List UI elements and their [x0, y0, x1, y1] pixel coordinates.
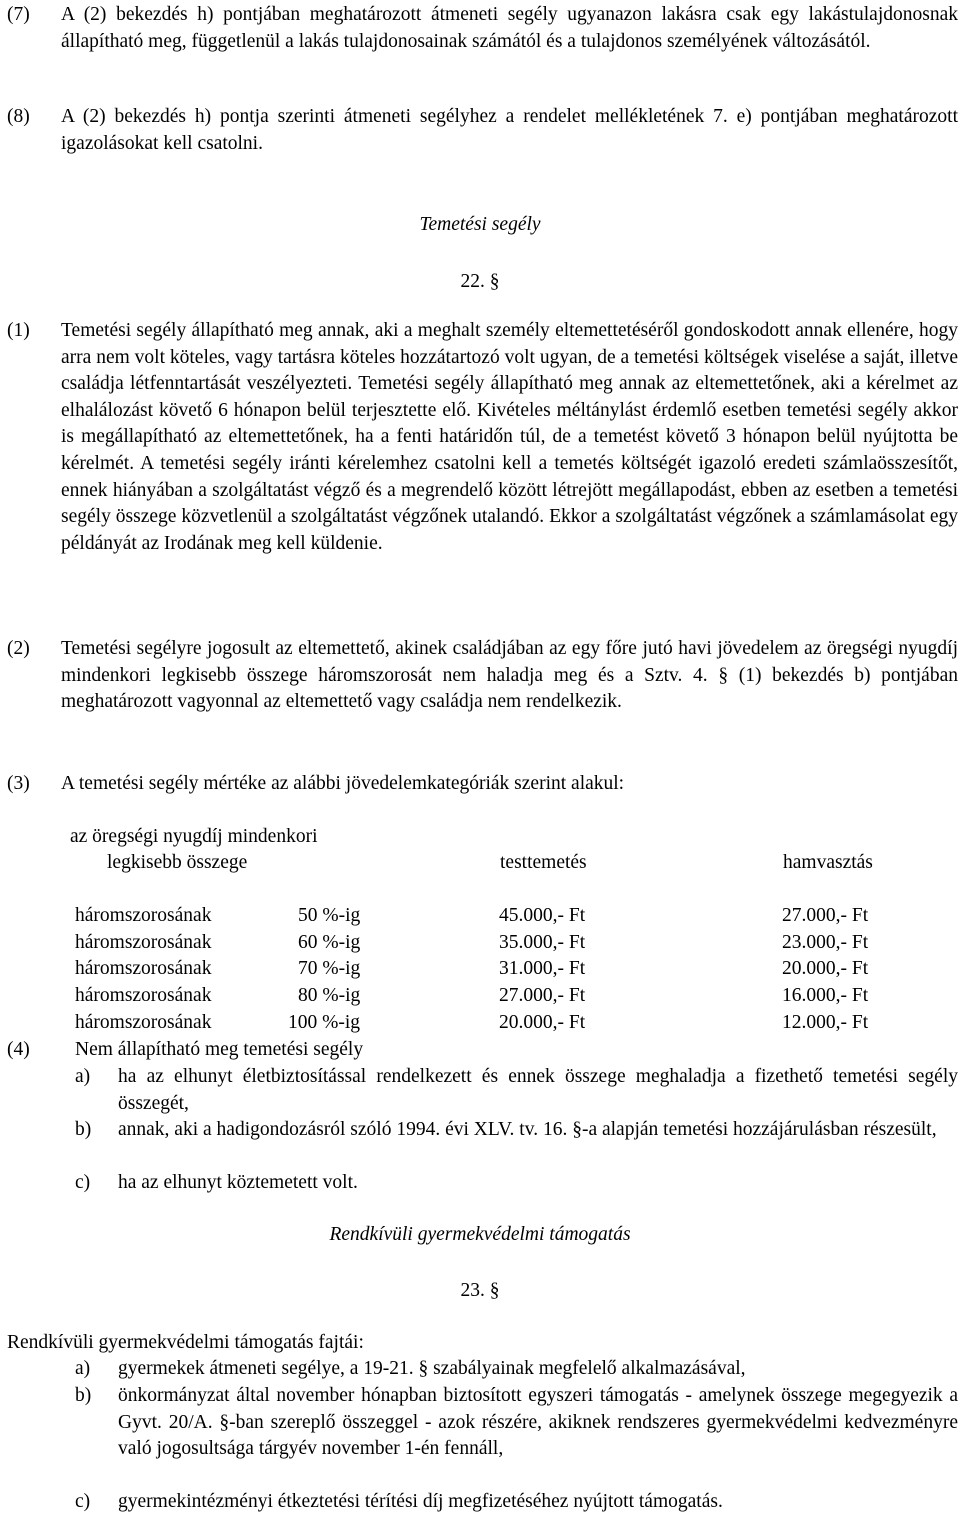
- table-cell-cremation: 16.000,- Ft: [782, 985, 869, 1006]
- table-cell-multiplier: háromszorosának: [75, 985, 212, 1006]
- table-cell-multiplier: háromszorosának: [75, 958, 212, 979]
- table-row: [0, 1010, 960, 1037]
- paragraph-number: (7): [7, 4, 30, 25]
- paragraph-number: (2): [7, 638, 30, 659]
- list-item-letter: a): [75, 1066, 91, 1087]
- list-item-text: önkormányzat által november hónapban biztosított egyszeri támogatás - amelynek összege megegyezik a Gyvt. 20/A. §-ban szereplő összeggel - azok részére, akiknek rendszeres gyermekvédelmi kedvezményre való jogosultsága tárgyév november 1-én fennáll,: [118, 1385, 958, 1460]
- paragraph-number: (1): [7, 320, 30, 341]
- section-title: Temetési segély: [419, 214, 541, 235]
- list-item-letter: b): [75, 1385, 92, 1406]
- list-item-text: ha az elhunyt életbiztosítással rendelkezett és ennek összege meghaladja a fizethető temetési segély összegét,: [118, 1066, 958, 1114]
- table-cell-multiplier: háromszorosának: [75, 1012, 212, 1033]
- table-cell-percent: 100 %-ig: [288, 1012, 361, 1033]
- table-cell-cremation: 12.000,- Ft: [782, 1012, 869, 1033]
- table-cell-burial: 27.000,- Ft: [499, 985, 586, 1006]
- table-cell-burial: 35.000,- Ft: [499, 932, 586, 953]
- table-cell-cremation: 20.000,- Ft: [782, 958, 869, 979]
- table-cell-cremation: 23.000,- Ft: [782, 932, 869, 953]
- paragraph-text: A (2) bekezdés h) pontja szerinti átmeneti segélyhez a rendelet mellékletének 7. e) pontjában meghatározott igazolásokat kell csatolni.: [61, 106, 958, 154]
- list-item-text: ha az elhunyt köztemetett volt.: [118, 1172, 358, 1193]
- table-header-cremation: hamvasztás: [783, 852, 873, 873]
- list-item-text: gyermekek átmeneti segélye, a 19-21. § szabályainak megfelelő alkalmazásával,: [118, 1358, 746, 1379]
- paragraph-text: Temetési segélyre jogosult az eltemettető, akinek családjában az egy főre jutó havi jövedelem az öregségi nyugdíj mindenkori legkisebb összege háromszorosát nem haladja meg és a Sztv. 4. § (1) bekezdés b) pontjában meghatározott vagyonnal az eltemettető vagy családja nem rendelkezik.: [61, 638, 958, 713]
- list-item-text: gyermekintézményi étkeztetési térítési díj megfizetéséhez nyújtott támogatás.: [118, 1491, 723, 1512]
- paragraph-text: A temetési segély mértéke az alábbi jövedelemkategóriák szerint alakul:: [61, 773, 625, 794]
- paragraph-number: (8): [7, 106, 30, 127]
- table-cell-burial: 31.000,- Ft: [499, 958, 586, 979]
- list-item-letter: c): [75, 1172, 91, 1193]
- table-header-row-2: [0, 850, 960, 877]
- table-cell-percent: 80 %-ig: [298, 985, 361, 1006]
- table-cell-cremation: 27.000,- Ft: [782, 905, 869, 926]
- table-header-burial: testtemetés: [500, 852, 587, 873]
- table-header-income: az öregségi nyugdíj mindenkori: [70, 826, 318, 847]
- paragraph-text: Nem állapítható meg temetési segély: [75, 1039, 364, 1060]
- table-header-row-1: [0, 824, 960, 851]
- list-item-letter: c): [75, 1491, 91, 1512]
- list-item-letter: a): [75, 1358, 91, 1379]
- intro-text: Rendkívüli gyermekvédelmi támogatás fajtái:: [7, 1332, 364, 1353]
- list-item-letter: b): [75, 1119, 92, 1140]
- paragraph-number: (3): [7, 773, 30, 794]
- table-header-income-2: legkisebb összege: [107, 852, 248, 873]
- table-cell-multiplier: háromszorosának: [75, 932, 212, 953]
- list-item-text: annak, aki a hadigondozásról szóló 1994. évi XLV. tv. 16. §-a alapján temetési hozzájárulásban részesült,: [118, 1119, 937, 1140]
- paragraph-text: Temetési segély állapítható meg annak, aki a meghalt személy eltemettetéséről gondoskodott annak ellenére, hogy arra nem volt köteles, vagy tartásra köteles hozzátartozó volt ugyan, de a temetési költségek viselése a saját, illetve családja létfenntartását veszélyezteti. Temetési segély állapítható meg annak az eltemettetőnek, aki a kérelmet az elhalálozást követő 6 hónapon belül terjesztette elő. Kivételes méltánylást érdemlő esetben temetési segély akkor is megállapítható az eltemettetőnek, ha a fenti határidőn túl, de a temetést követő 3 hónapon belül nyújtotta be kérelmét. A temetési segély iránti kérelemhez csatolni kell a temetés költségét igazoló eredeti számlaösszesítőt, ennek hiányában a szolgáltatást végző és a megrendelő között létrejött megállapodást, ebben az esetben a temetési segély összege közvetlenül a szolgáltatást végzőnek utalandó. Ekkor a szolgáltatást végzőnek a számlamásolat egy példányát az Irodának meg kell küldenie.: [61, 320, 958, 554]
- table-cell-burial: 20.000,- Ft: [499, 1012, 586, 1033]
- table-cell-multiplier: háromszorosának: [75, 905, 212, 926]
- section-number: 22. §: [460, 271, 500, 292]
- table-row: [0, 903, 960, 930]
- table-cell-percent: 60 %-ig: [298, 932, 361, 953]
- table-cell-burial: 45.000,- Ft: [499, 905, 586, 926]
- table-row: [0, 930, 960, 957]
- table-cell-percent: 70 %-ig: [298, 958, 361, 979]
- table-row: [0, 983, 960, 1010]
- section-number: 23. §: [460, 1280, 500, 1301]
- paragraph-number: (4): [7, 1039, 30, 1060]
- table-row: [0, 956, 960, 983]
- paragraph-text: A (2) bekezdés h) pontjában meghatározott átmeneti segély ugyanazon lakásra csak egy lakástulajdonosnak állapítható meg, függetlenül a lakás tulajdonosainak számától és a tulajdonos személyének változásától.: [61, 4, 958, 52]
- table-cell-percent: 50 %-ig: [298, 905, 361, 926]
- section-title: Rendkívüli gyermekvédelmi támogatás: [329, 1224, 631, 1245]
